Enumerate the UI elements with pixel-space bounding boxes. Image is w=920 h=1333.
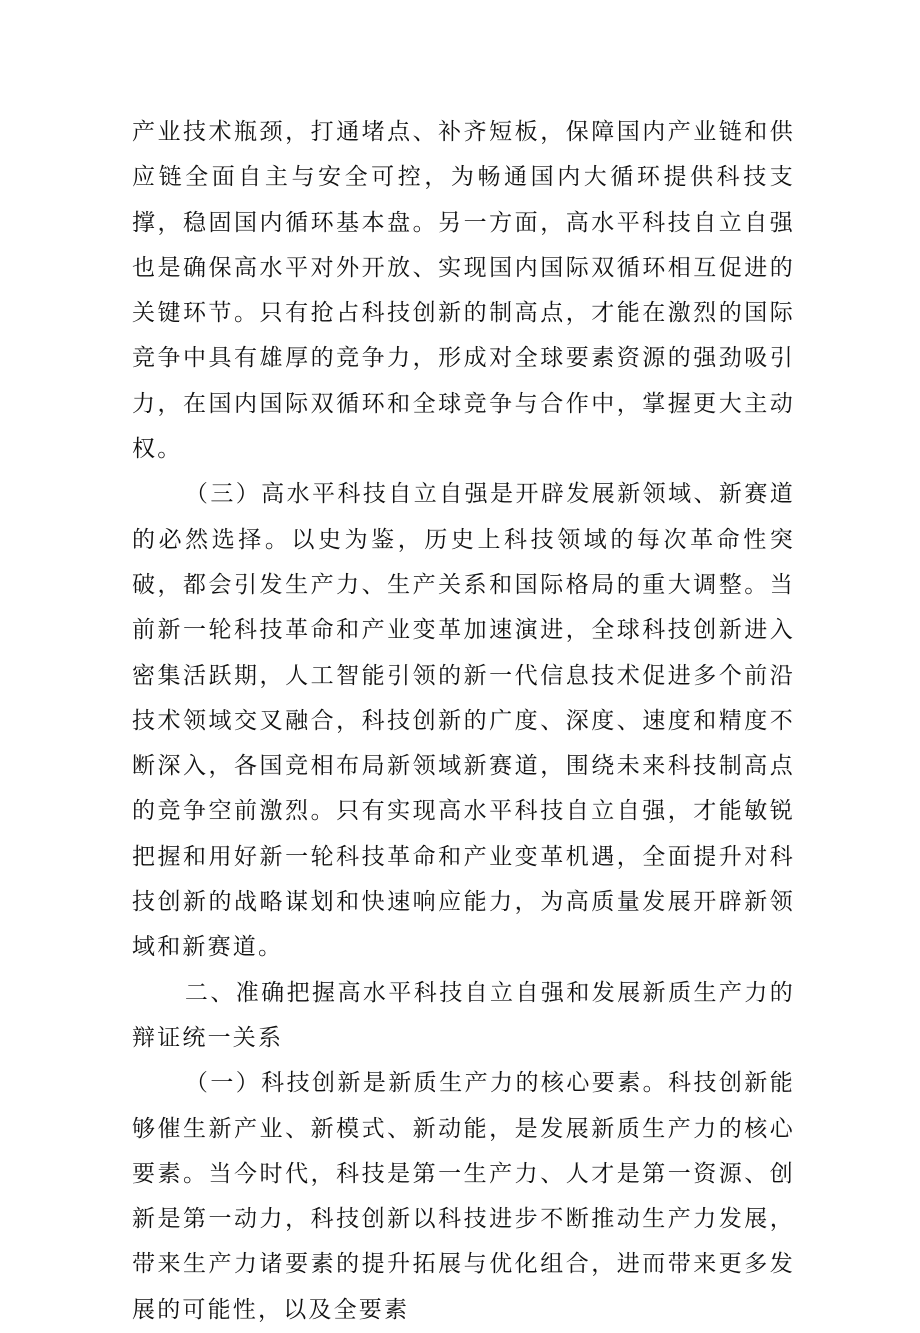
section-heading-two: 二、准确把握高水平科技自立自强和发展新质生产力的辩证统一关系 (132, 979, 795, 1051)
document-body (132, 110, 795, 1333)
paragraph-subsection-one: （一）科技创新是新质生产力的核心要素。科技创新能够催生新产业、新模式、新动能，是发展新质生产力的核心要素。当今时代，科技是第一生产力、人才是第一资源、创新是第一动力，科技创新以科技进步不断推动生产力发展，带来生产力诸要素的提升拓展与优化组合，进而带来更多发展的可能性，以及全要素 (132, 1070, 795, 1323)
paragraph-section-three: （三）高水平科技自立自强是开辟发展新领域、新赛道的必然选择。以史为鉴，历史上科技领域的每次革命性突破，都会引发生产力、生产关系和国际格局的重大调整。当前新一轮科技革命和产业变革加速演进，全球科技创新进入密集活跃期，人工智能引领的新一代信息技术促进多个前沿技术领域交叉融合，科技创新的广度、深度、速度和精度不断深入，各国竞相布局新领域新赛道，围绕未来科技制高点的竞争空前激烈。只有实现高水平科技自立自强，才能敏锐把握和用好新一轮科技革命和产业变革机遇，全面提升对科技创新的战略谋划和快速响应能力，为高质量发展开辟新领域和新赛道。 (132, 481, 795, 961)
paragraph-continuation: 产业技术瓶颈，打通堵点、补齐短板，保障国内产业链和供应链全面自主与安全可控，为畅通国内大循环提供科技支撑，稳固国内循环基本盘。另一方面，高水平科技自立自强也是确保高水平对外开放、实现国内国际双循环相互促进的关键环节。只有抢占科技创新的制高点，才能在激烈的国际竞争中具有雄厚的竞争力，形成对全球要素资源的强劲吸引力，在国内国际双循环和全球竞争与合作中，掌握更大主动权。 (132, 119, 795, 463)
